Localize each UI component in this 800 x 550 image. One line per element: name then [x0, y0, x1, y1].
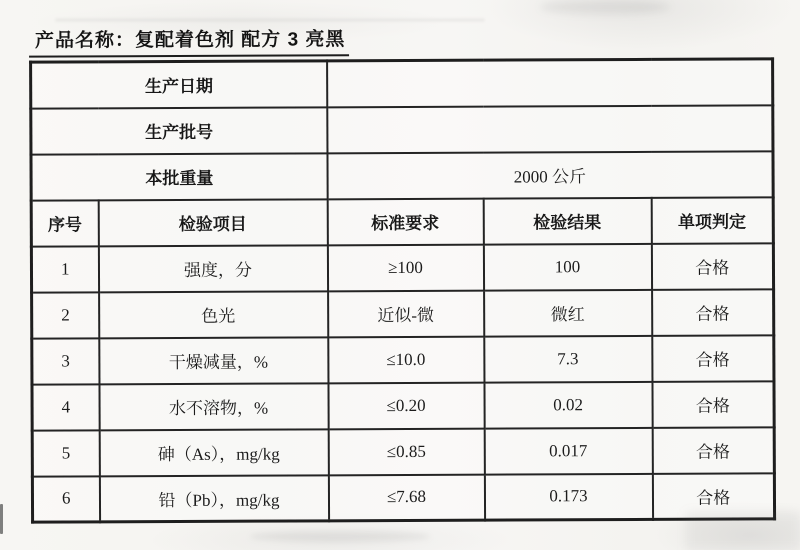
header-inspection-result: 检验结果 [483, 197, 651, 244]
cell-item: 干燥减量，% [99, 337, 328, 384]
table-row [32, 289, 774, 338]
cell-serial: 2 [32, 292, 99, 338]
cell-result: 100 [483, 243, 651, 290]
table-row [32, 427, 774, 476]
cell-result: 0.02 [484, 381, 652, 428]
cell-standard: ≤0.20 [328, 382, 484, 429]
inspection-table [29, 57, 776, 523]
info-row-batch-weight [31, 151, 773, 200]
cell-result: 0.017 [484, 427, 652, 474]
table-row [31, 243, 773, 292]
table-row [32, 473, 774, 522]
cell-result: 微红 [484, 289, 652, 336]
cell-judgement: 合格 [652, 473, 774, 520]
cell-serial: 4 [32, 384, 99, 430]
info-row-production-date [31, 59, 773, 108]
scan-smudge-top [540, 0, 670, 14]
cell-judgement: 合格 [652, 335, 774, 382]
cell-standard: ≤7.68 [328, 474, 484, 521]
cell-standard: 近似-微 [328, 290, 484, 337]
cell-serial: 3 [32, 338, 99, 384]
header-item-judgement: 单项判定 [651, 197, 773, 244]
cell-result: 0.173 [484, 473, 652, 520]
scan-smudge-bottom [250, 531, 430, 542]
cell-serial: 5 [32, 430, 99, 476]
info-label-batch-weight: 本批重量 [31, 153, 327, 200]
cell-item: 砷（As），mg/kg [99, 429, 328, 476]
cell-item: 水不溶物，% [99, 383, 328, 430]
info-value-batch-number [327, 105, 773, 153]
cell-standard: ≤10.0 [328, 336, 484, 383]
cell-judgement: 合格 [651, 243, 773, 290]
info-value-batch-weight: 2000 公斤 [327, 151, 773, 199]
cell-standard: ≤0.85 [328, 428, 484, 475]
cell-result: 7.3 [484, 335, 652, 382]
header-inspection-item: 检验项目 [98, 199, 327, 246]
cell-judgement: 合格 [652, 381, 774, 428]
cell-judgement: 合格 [652, 427, 774, 474]
scan-streak-top [55, 18, 485, 22]
header-standard-requirement: 标准要求 [327, 198, 483, 245]
info-value-production-date [327, 59, 773, 107]
info-label-production-date: 生产日期 [31, 61, 327, 108]
cell-item: 铅（Pb），mg/kg [99, 475, 328, 522]
cell-standard: ≥100 [327, 244, 483, 291]
info-label-batch-number: 生产批号 [31, 107, 327, 154]
cell-item: 色光 [99, 291, 328, 338]
table-row [32, 381, 774, 430]
cell-serial: 6 [32, 476, 99, 522]
document-content [29, 22, 775, 523]
cell-item: 强度，分 [98, 245, 327, 292]
scan-edge-mark-left [0, 504, 3, 534]
page-title: 产品名称：复配着色剂 配方 3 亮黑 [29, 24, 350, 57]
table-header-row [31, 197, 773, 246]
cell-judgement: 合格 [652, 289, 774, 336]
cell-serial: 1 [31, 246, 98, 292]
header-serial-number: 序号 [31, 200, 98, 246]
info-row-batch-number [31, 105, 773, 154]
table-row [32, 335, 774, 384]
